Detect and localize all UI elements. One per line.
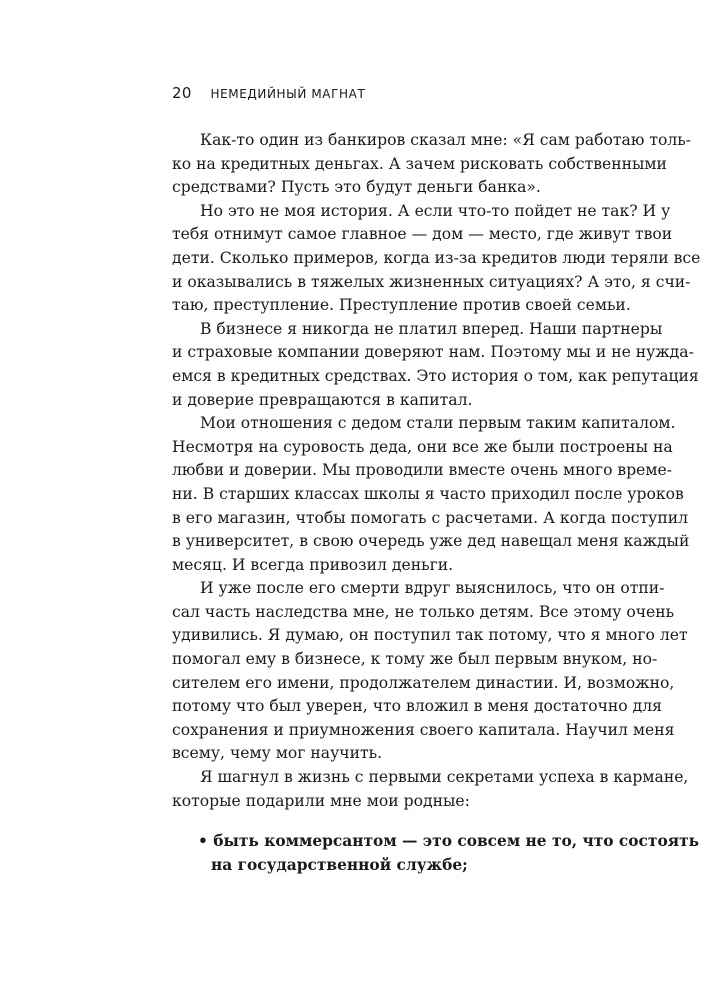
text-line: таю, преступление. Преступление против своей семьи. [172, 296, 631, 315]
bullet-mark: • [198, 832, 208, 850]
text-line: и страховые компании доверяют нам. Поэтому мы и не нужда- [172, 343, 694, 362]
paragraph [172, 577, 688, 766]
paragraph [172, 129, 692, 200]
bullet-item [198, 830, 700, 877]
text-line: в его магазин, чтобы помогать с расчетами. А когда поступил [172, 508, 689, 527]
text-line: средствами? Пусть это будут деньги банка». [172, 178, 541, 197]
running-title: НЕМЕДИЙНЫЙ МАГНАТ [210, 87, 366, 101]
text-line: в университет, в свою очередь уже дед навещал меня каждый [172, 532, 690, 551]
text-line: И уже после его смерти вдруг выяснилось, что он отпи- [200, 579, 665, 598]
paragraph [172, 412, 690, 577]
text-line: и доверие превращаются в капитал. [172, 390, 473, 409]
text-line: сал часть наследства мне, не только детям. Все этому очень [172, 602, 675, 621]
paragraph [172, 200, 701, 318]
bullet-text: быть коммерсантом — это совсем не то, что состоять [213, 832, 700, 850]
bullet-text: на государственной службе; [211, 855, 468, 874]
text-line: месяц. И всегда привозил деньги. [172, 555, 454, 574]
text-line: ко на кредитных деньгах. А зачем рисковать собственными [172, 154, 667, 173]
text-line: потому что был уверен, что вложил в меня достаточно для [172, 697, 662, 716]
text-line: всему, чему мог научить. [172, 744, 383, 763]
text-line: сохранения и приумножения своего капитала. Научил меня [172, 720, 675, 739]
page-number: 20 [172, 84, 192, 102]
text-line: Я шагнул в жизнь с первыми секретами успеха в кармане, [200, 768, 689, 787]
text-line: тебя отнимут самое главное — дом — место, где живут твои [172, 225, 673, 244]
text-line: помогал ему в бизнесе, к тому же был первым внуком, но- [172, 650, 658, 669]
text-line: которые подарили мне мои родные: [172, 791, 470, 810]
text-line: ни. В старших классах школы я часто приходил после уроков [172, 484, 684, 503]
text-line: Мои отношения с дедом стали первым таким капиталом. [200, 414, 676, 433]
text-line: Несмотря на суровость деда, они все же были построены на [172, 437, 673, 456]
text-line: удивились. Я думаю, он поступил так потому, что я много лет [172, 626, 688, 645]
text-line: дети. Сколько примеров, когда из-за кредитов люди теряли все [172, 248, 701, 267]
paragraph [172, 318, 699, 412]
bullet-first-line [198, 830, 700, 854]
text-line: и оказывались в тяжелых жизненных ситуациях? А это, я счи- [172, 272, 691, 291]
bullet-list [198, 830, 700, 877]
body-text [172, 129, 701, 813]
page-header [172, 84, 365, 102]
text-line: емся в кредитных средствах. Это история о том, как репутация [172, 366, 699, 385]
text-line: Но это не моя история. А если что-то пойдет не так? И у [200, 201, 671, 220]
text-line: Как-то один из банкиров сказал мне: «Я сам работаю толь- [200, 131, 692, 149]
text-line: В бизнесе я никогда не платил вперед. Наши партнеры [200, 319, 663, 338]
text-line: любви и доверии. Мы проводили вместе очень много време- [172, 461, 673, 480]
paragraph [172, 766, 689, 813]
text-line: сителем его имени, продолжателем династии. И, возможно, [172, 673, 675, 692]
